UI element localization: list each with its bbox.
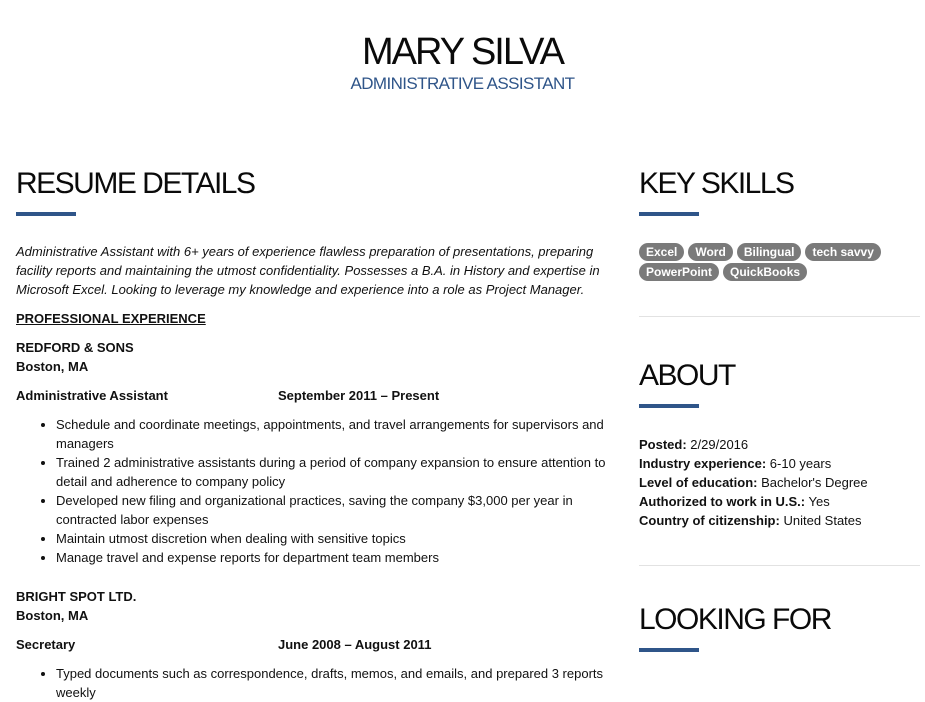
- section-accent-bar: [639, 404, 699, 408]
- about-section: [639, 357, 920, 530]
- summary-text: Administrative Assistant with 6+ years of experience flawless preparation of presentations, preparing facility reports and maintaining the utmost confidentiality. Possesses a B.A. in History and expertise in Microsoft Excel. Looking to leverage my knowledge and experience into a role as Project Manager.: [16, 244, 600, 297]
- skill-tag[interactable]: tech savvy: [805, 243, 880, 261]
- about-list: [639, 435, 920, 530]
- job-bullet: • Schedule and coordinate meetings, appointments, and travel arrangements for supervisors and managers: [56, 415, 616, 453]
- job-company: REDFORD & SONS: [16, 340, 134, 355]
- about-label: Authorized to work in U.S.:: [639, 494, 806, 509]
- about-value: Bachelor's Degree: [761, 475, 868, 490]
- key-skills-title: KEY SKILLS: [639, 167, 794, 200]
- job-company: BRIGHT SPOT LTD.: [16, 589, 137, 604]
- section-divider: [639, 565, 920, 566]
- about-label: Country of citizenship:: [639, 513, 780, 528]
- about-row: [639, 454, 920, 473]
- job-bullet: • Manage travel and expense reports for department team members: [56, 548, 616, 567]
- sidebar-column: [639, 165, 920, 652]
- job-bullet: • Typed documents such as correspondence, drafts, memos, and emails, and prepared 3 reports weekly: [56, 664, 616, 702]
- job-entry: [16, 587, 616, 702]
- looking-for-section: [639, 601, 920, 652]
- skill-tag[interactable]: QuickBooks: [723, 263, 807, 281]
- section-divider: [639, 316, 920, 317]
- job-entry: [16, 338, 616, 567]
- about-value: 2/29/2016: [690, 437, 749, 452]
- section-accent-bar: [639, 212, 699, 216]
- job-location: Boston, MA: [16, 359, 89, 374]
- about-label: Level of education:: [639, 475, 758, 490]
- job-bullets: [16, 415, 616, 567]
- section-accent-bar: [16, 212, 76, 216]
- about-row: [639, 473, 920, 492]
- job-title: Administrative Assistant: [16, 388, 168, 403]
- about-label: Industry experience:: [639, 456, 767, 471]
- about-value: United States: [783, 513, 862, 528]
- job-dates: June 2008 – August 2011: [278, 637, 432, 652]
- resume-header: [0, 30, 925, 94]
- skill-tag[interactable]: Bilingual: [737, 243, 802, 261]
- skill-tag[interactable]: Word: [688, 243, 732, 261]
- about-value: 6-10 years: [769, 456, 832, 471]
- job-title-row: [16, 635, 616, 654]
- looking-for-title: LOOKING FOR: [639, 603, 831, 636]
- skill-tag[interactable]: PowerPoint: [639, 263, 719, 281]
- about-value: Yes: [808, 494, 830, 509]
- skill-tags: [639, 243, 899, 281]
- about-row: [639, 435, 920, 454]
- job-title: Secretary: [16, 637, 76, 652]
- candidate-name: MARY SILVA: [361, 31, 564, 73]
- about-row: [639, 511, 920, 530]
- skill-tag[interactable]: Excel: [639, 243, 684, 261]
- job-bullet: • Developed new filing and organizational practices, saving the company $3,000 per year in contracted labor expenses: [56, 491, 616, 529]
- about-label: Posted:: [639, 437, 687, 452]
- job-bullet: • Maintain utmost discretion when dealing with sensitive topics: [56, 529, 616, 548]
- job-dates: September 2011 – Present: [278, 388, 440, 403]
- experience-heading: PROFESSIONAL EXPERIENCE: [16, 311, 206, 326]
- about-title: ABOUT: [639, 359, 735, 392]
- job-location: Boston, MA: [16, 608, 89, 623]
- candidate-role: ADMINISTRATIVE ASSISTANT: [350, 74, 575, 93]
- section-accent-bar: [639, 648, 699, 652]
- resume-details-title: RESUME DETAILS: [16, 167, 255, 200]
- job-bullets: [16, 664, 616, 702]
- job-title-row: [16, 386, 616, 405]
- about-row: [639, 492, 920, 511]
- resume-details-column: [16, 165, 616, 702]
- job-bullet: • Trained 2 administrative assistants during a period of company expansion to ensure attention to detail and adherence to company policy: [56, 453, 616, 491]
